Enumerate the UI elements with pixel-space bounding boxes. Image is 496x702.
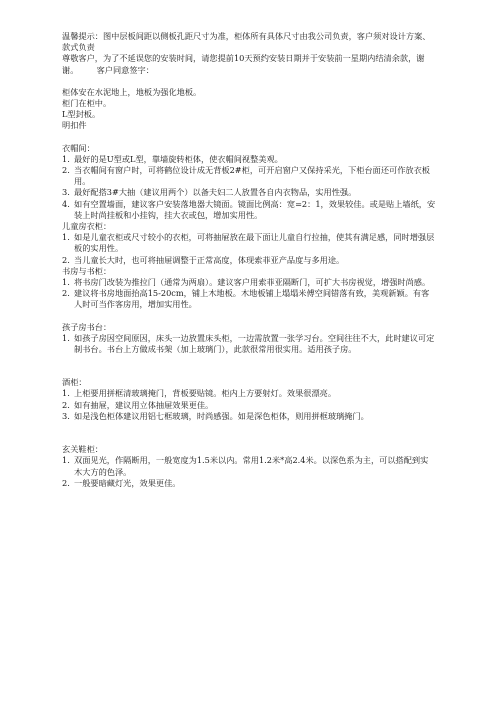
signature-label: 客户同意签字： [96,64,154,75]
list-item: 1. 最好的是U型或L型，靠墙旋转柜体，使衣帽间视整美观。 [62,153,283,164]
section-title: 孩子房书台： [62,321,112,332]
install-note: 柜体安在水泥地上，地板为强化地板。 [62,86,202,97]
list-item: 1. 上柜要用拼框清玻璃掩门，背板要贴镜。柜内上方要射灯。效果很漂亮。 [62,388,337,399]
notice-line: 尊敬客户，为了不延误您的安装时间，请您提前10天预约安装日期并于安装前一星期内结清余款，谢谢。 客户同意签字： [62,53,425,75]
list-item: 3. 最好配搭3#大抽（建议用两个）以备夫妇二人放置各自内衣物品，实用性强。 [62,187,357,198]
notice-line: 温馨提示：图中层板间距以侧板孔距尺寸为准，柜体所有具体尺寸由我公司负责，客户须对设计方案、款式负责 [62,31,431,53]
list-item: 1. 双面见光，作隔断用，一般宽度为1.5米以内。常用1.2米*高2.4米。以深色系为主，可以搭配到实木大方的色泽。 [62,455,429,477]
list-item: 2. 如有抽屉，建议用立体抽屉效果更佳。 [62,399,214,410]
list-item: 1. 如孩子房因空间原因，床头一边放置床头柜，一边需放置一张学习台。空间往往不大，此时建议可定制书台。书台上方做成书架（加上玻璃门），此款很常用很实用。适用孩子房。 [62,332,435,355]
list-item: 2. 当衣帽间有窗户时，可将鹤位设计成无背板2#柜，可开启窗户又保持采光，下柜台面还可作放衣板用。 [62,165,430,187]
list-item: 4. 如有空置墙面，建议客户安装落地器大镜面。镜面比例高：宽=2：1，效果较佳。或是贴上墙纸，安装上时尚挂板和小挂钩，挂大衣或包，增加实用性。 [62,198,436,220]
section-title: 儿童房衣柜： [62,221,112,232]
list-item: 2. 一般要暗藏灯光，效果更佳。 [62,477,181,488]
list-item: 3. 如是浅色柜体建议用铝七框玻璃，时尚感强。如是深色柜体，则用拼框玻璃掩门。 [62,410,369,421]
install-note: 明扣件 [62,120,87,131]
list-item: 1. 将书房门改装为推拉门（通常为两扇）。建议客户用索菲亚隔断门，可扩大书房视觉，增强时尚感。 [62,277,431,288]
section-title: 玄关鞋柜： [62,444,103,455]
section-title: 衣帽间： [62,142,95,153]
section-title: 酒柜： [62,377,87,388]
section-title: 书房与书柜： [62,265,112,276]
install-note: 柜门在柜中。 [62,98,112,109]
install-note: L型封板。 [62,109,101,120]
document-body [62,31,436,489]
list-item: 2. 建议将书房地面抬高15-20cm，铺上木地板。木地板铺上塌塌米傅空间错落有致，美观新颖。有客人时可当作客房用，增加实用性。 [62,288,430,310]
list-item: 1. 如是儿童衣柜或尺寸较小的衣柜，可将抽屉放在最下面让儿童自行拉抽，使其有满足感，同时增强层板的实用性。 [62,232,435,254]
list-item: 2. 当儿童长大时，也可将抽屉调整于正常高度，体现索菲亚产品度与多用途。 [62,254,345,265]
